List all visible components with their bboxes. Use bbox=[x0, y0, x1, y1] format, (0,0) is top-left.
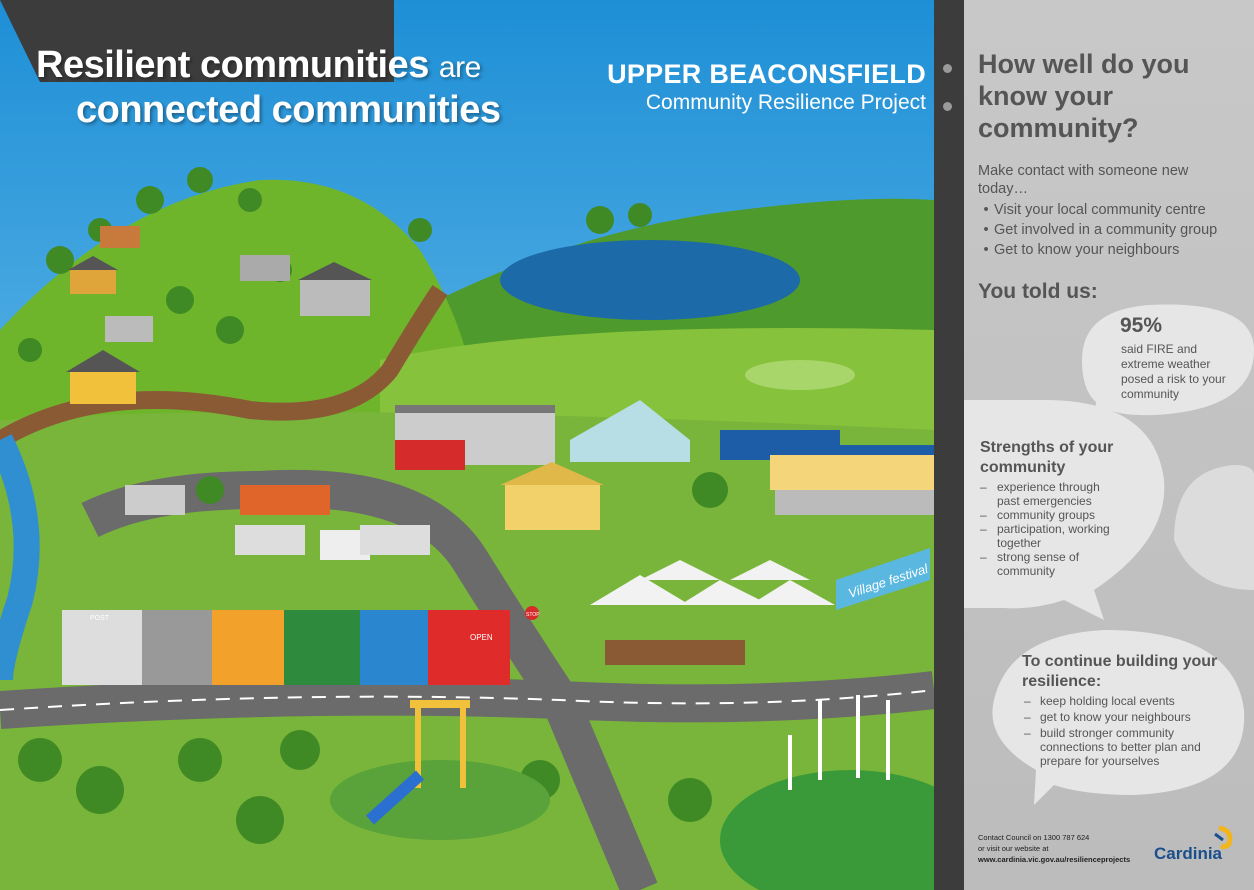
divider-dot bbox=[943, 64, 952, 73]
strength-item: – experience through past emergencies bbox=[980, 480, 1120, 508]
golf-green bbox=[745, 360, 855, 390]
fire-truck bbox=[395, 440, 465, 470]
told-heading: You told us: bbox=[978, 280, 1098, 303]
action-item: • Get to know your neighbours bbox=[978, 240, 1217, 260]
action-list bbox=[978, 200, 1217, 260]
shopfronts bbox=[62, 610, 510, 685]
strength-item: – strong sense of community bbox=[980, 550, 1120, 578]
banner-title: UPPER BEACONSFIELD bbox=[607, 59, 926, 89]
festival-label: Village festival bbox=[846, 560, 930, 601]
contact-url[interactable]: www.cardinia.vic.gov.au/resilienceprojects bbox=[978, 855, 1131, 864]
market-stall bbox=[605, 640, 745, 665]
continue-item: – get to know your neighbours bbox=[1024, 710, 1220, 724]
headline-are: are bbox=[438, 51, 481, 84]
continue-item: – build stronger community connections to better plan and prepare for yourselves bbox=[1024, 726, 1220, 768]
headline-line2: connected communities bbox=[76, 89, 501, 131]
community-hall bbox=[505, 485, 600, 530]
project-banner bbox=[590, 58, 926, 116]
open-sign: OPEN bbox=[470, 633, 493, 642]
panel-title: How well do you know your community? bbox=[978, 49, 1190, 143]
park-lawn bbox=[330, 760, 550, 840]
strength-item: – participation, working together bbox=[980, 522, 1120, 550]
panel-intro: Make contact with someone new today… bbox=[978, 163, 1189, 197]
strengths-list bbox=[980, 480, 1120, 578]
divider-dot bbox=[943, 102, 952, 111]
banner-subtitle: Community Resilience Project bbox=[645, 91, 926, 114]
continue-item: – keep holding local events bbox=[1024, 694, 1220, 708]
cardinia-logo-text: Cardinia bbox=[1154, 844, 1223, 863]
headline bbox=[36, 44, 500, 131]
headline-line1: Resilient communities bbox=[36, 44, 429, 86]
contact-info bbox=[978, 832, 1158, 865]
action-item: • Get involved in a community group bbox=[978, 220, 1217, 240]
play-equipment bbox=[410, 700, 470, 708]
contact-web-intro: or visit our website at bbox=[978, 844, 1049, 853]
strength-item: – community groups bbox=[980, 508, 1120, 522]
contact-phone: Contact Council on 1300 787 624 bbox=[978, 833, 1090, 842]
stat-text: said FIRE and extreme weather posed a risk to your community bbox=[1121, 342, 1226, 401]
school-yard bbox=[775, 490, 934, 515]
continue-list bbox=[1024, 694, 1220, 770]
strengths-title: Strengths of your community bbox=[980, 439, 1114, 476]
stop-label: STOP bbox=[526, 612, 540, 618]
post-sign: POST bbox=[90, 615, 110, 622]
small-bubble bbox=[1174, 465, 1254, 590]
continue-title: To continue building your resilience: bbox=[1022, 653, 1218, 690]
divider-strip bbox=[934, 0, 964, 890]
lake bbox=[500, 240, 800, 320]
action-item: • Visit your local community centre bbox=[978, 200, 1217, 220]
stat-value: 95% bbox=[1120, 314, 1163, 337]
